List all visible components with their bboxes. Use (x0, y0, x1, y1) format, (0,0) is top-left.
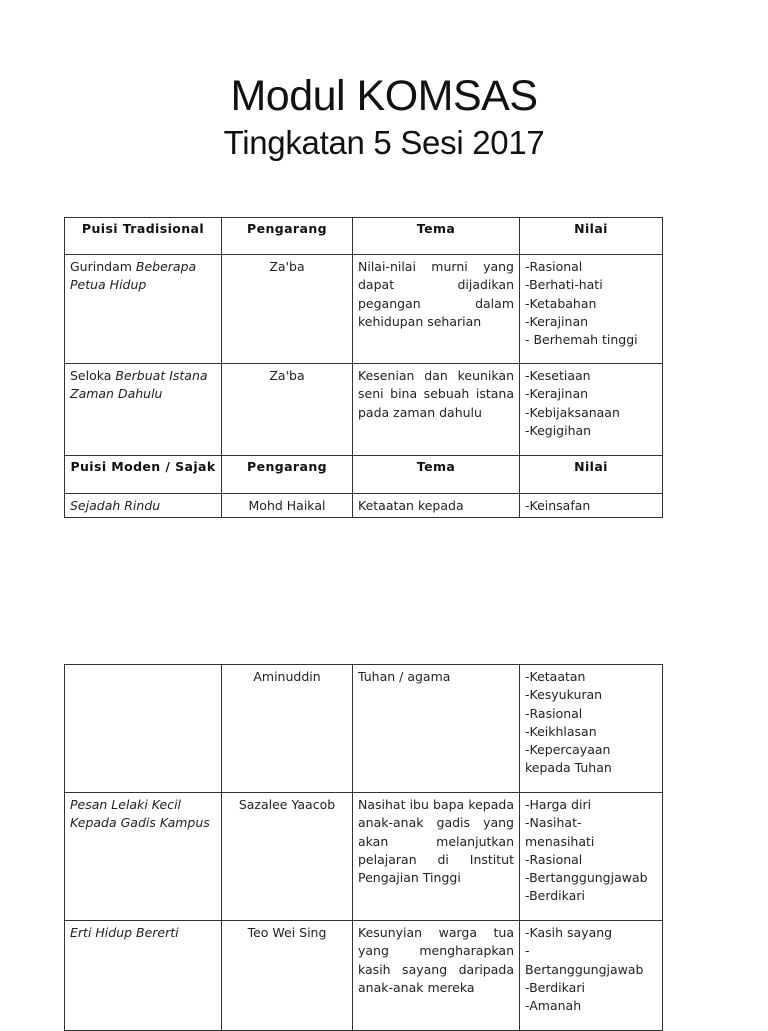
nilai-item: -Kesetiaan (525, 368, 591, 383)
puisi-type: Seloka (70, 368, 116, 383)
nilai-item: -Amanah (525, 998, 582, 1014)
nilai-cell (520, 364, 663, 456)
table-header-row (65, 456, 663, 494)
tema-cell: Ketaatan kepada (353, 494, 520, 518)
pengarang-cell: Sazalee Yaacob (222, 793, 353, 921)
puisi-title: Erti Hidup Bererti (70, 925, 179, 940)
nilai-item: menasihati (525, 833, 595, 849)
nilai-item: -Kegigihan (525, 422, 592, 438)
nilai-item: -Rasional (525, 851, 583, 867)
page-title: Modul KOMSAS (230, 72, 538, 120)
puisi-cell (65, 255, 222, 364)
puisi-type: Gurindam (70, 259, 136, 274)
nilai-item: - Berhemah tinggi (525, 332, 638, 348)
nilai-item: -Bertanggungjawab (525, 870, 648, 886)
nilai-item: -Kerajinan (525, 386, 589, 402)
pengarang-cell: Aminuddin (222, 665, 353, 793)
puisi-title: Sejadah Rindu (70, 498, 161, 513)
table-row (65, 255, 663, 364)
header-pengarang: Pengarang (222, 218, 353, 255)
nilai-cell (520, 793, 663, 921)
header-puisi-tradisional: Puisi Tradisional (65, 218, 222, 255)
nilai-item: -Berdikari (525, 979, 585, 995)
nilai-item: -Rasional (525, 705, 583, 721)
nilai-cell (520, 665, 663, 793)
puisi-cell (65, 921, 222, 1031)
puisi-cell (65, 494, 222, 518)
puisi-title: Berbuat Istana Zaman Dahulu (70, 368, 208, 402)
table-row (65, 364, 663, 456)
nilai-item: -Kasih sayang (525, 925, 613, 940)
tema-cell: Tuhan / agama (353, 665, 520, 793)
header-nilai: Nilai (520, 456, 663, 494)
nilai-item: -Ketabahan (525, 295, 597, 311)
nilai-item: -Kerajinan (525, 313, 589, 329)
nilai-item: -Ketaatan (525, 669, 586, 684)
nilai-item: -Rasional (525, 259, 583, 274)
nilai-item: -Nasihat- (525, 815, 582, 831)
tema-cell: Kesunyian warga tua yang mengharapkan kasih sayang daripada anak-anak mereka (353, 921, 520, 1031)
nilai-item: -Berhati-hati (525, 277, 603, 293)
table-row (65, 921, 663, 1031)
nilai-item: -Kepercayaan (525, 742, 611, 758)
table-row (65, 793, 663, 921)
nilai-item: -Kesyukuran (525, 687, 603, 703)
komsas-table-part1 (64, 217, 663, 518)
nilai-item: -Keikhlasan (525, 723, 597, 739)
header-tema: Tema (353, 218, 520, 255)
header-nilai: Nilai (520, 218, 663, 255)
nilai-cell (520, 255, 663, 364)
tema-cell: Nasihat ibu bapa kepada anak-anak gadis yang akan melanjutkan pelajaran di Institut Pengajian Tinggi (353, 793, 520, 921)
puisi-title: Pesan Lelaki Kecil Kepada Gadis Kampus (70, 797, 210, 831)
nilai-item: - (525, 943, 530, 959)
nilai-item: kepada Tuhan (525, 760, 612, 776)
nilai-item: -Berdikari (525, 888, 585, 904)
puisi-cell (65, 665, 222, 793)
page-subtitle: Tingkatan 5 Sesi 2017 (223, 124, 545, 161)
nilai-item: -Kebijaksanaan (525, 404, 620, 420)
puisi-cell (65, 793, 222, 921)
nilai-cell (520, 921, 663, 1031)
nilai-item: -Harga diri (525, 797, 592, 812)
header-pengarang: Pengarang (222, 456, 353, 494)
tema-cell: Kesenian dan keunikan seni bina sebuah istana pada zaman dahulu (353, 364, 520, 456)
puisi-title: Beberapa Petua Hidup (70, 259, 197, 293)
pengarang-cell: Za'ba (222, 255, 353, 364)
pengarang-cell: Mohd Haikal (222, 494, 353, 518)
puisi-cell (65, 364, 222, 456)
komsas-table-part2 (64, 664, 663, 1031)
header-tema: Tema (353, 456, 520, 494)
nilai-cell: -Keinsafan (520, 494, 663, 518)
table-header-row (65, 218, 663, 255)
tema-cell: Nilai-nilai murni yang dapat dijadikan pegangan dalam kehidupan seharian (353, 255, 520, 364)
pengarang-cell: Teo Wei Sing (222, 921, 353, 1031)
table-row (65, 665, 663, 793)
header-puisi-moden: Puisi Moden / Sajak (65, 456, 222, 494)
nilai-item: Bertanggungjawab (525, 961, 644, 977)
pengarang-cell: Za'ba (222, 364, 353, 456)
table-row (65, 494, 663, 518)
